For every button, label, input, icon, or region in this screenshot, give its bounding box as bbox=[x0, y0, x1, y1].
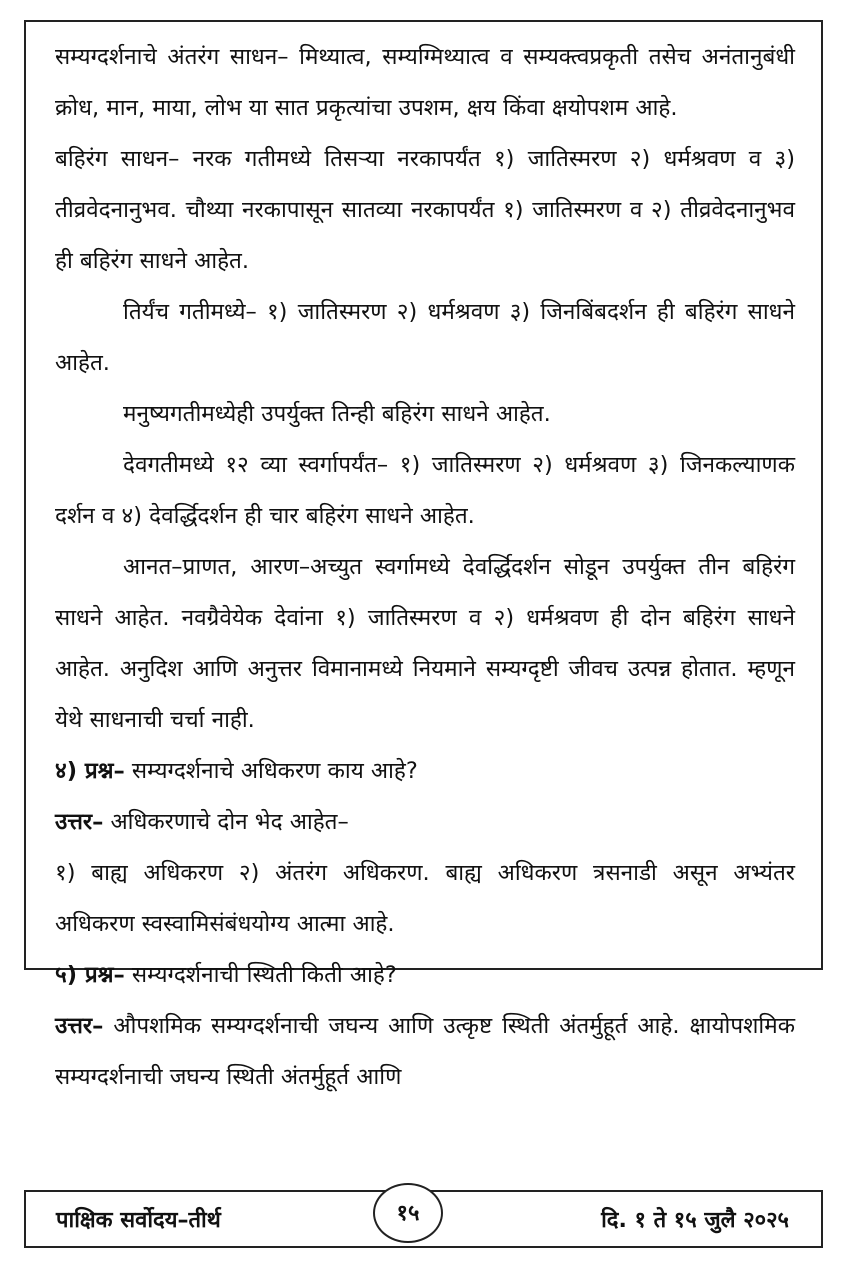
paragraph-celestial-realm: देवगतीमध्ये १२ व्या स्वर्गापर्यंत– १) जातिस्मरण २) धर्मश्रवण ३) जिनकल्याणक दर्शन व ४) देवर्द्धिदर्शन ही चार बहिरंग साधने आहेत. bbox=[55, 452, 795, 529]
page-body bbox=[55, 32, 795, 1103]
paragraph-external-means-hell: बहिरंग साधन– नरक गतीमध्ये तिसऱ्या नरकापर्यंत १) जातिस्मरण २) धर्मश्रवण व ३) तीव्रवेदनानुभव. चौथ्या नरकापासून सातव्या नरकापर्यंत १) जातिस्मरण व २) तीव्रवेदनानुभव ही बहिरंग साधने आहेत. bbox=[55, 146, 795, 274]
question-4 bbox=[55, 746, 795, 797]
paragraph-internal-means: सम्यग्दर्शनाचे अंतरंग साधन– मिथ्यात्व, सम्यग्मिथ्यात्व व सम्यक्त्वप्रकृती तसेच अनंतानुबंधी क्रोध, मान, माया, लोभ या सात प्रकृत्यांचा उपशम, क्षय किंवा क्षयोपशम आहे. bbox=[55, 44, 795, 121]
paragraph-human-realm: मनुष्यगतीमध्येही उपर्युक्त तिन्ही बहिरंग साधने आहेत. bbox=[123, 401, 551, 427]
answer-5 bbox=[55, 1001, 795, 1103]
question-4-label: ४) प्रश्न– bbox=[55, 758, 125, 784]
paragraph-upper-heavens: आनत–प्राणत, आरण–अच्युत स्वर्गामध्ये देवर्द्धिदर्शन सोडून उपर्युक्त तीन बहिरंग साधने आहेत. नवग्रैवेयेक देवांना १) जातिस्मरण व २) धर्मश्रवण ही दोन बहिरंग साधने आहेत. अनुदिश आणि अनुत्तर विमानामध्ये नियमाने सम्यग्दृष्टी जीवच उत्पन्न होतात. म्हणून येथे साधनाची चर्चा नाही. bbox=[55, 554, 795, 733]
publication-name: पाक्षिक सर्वोदय–तीर्थ bbox=[56, 1208, 221, 1233]
paragraph-animal-realm: तिर्यंच गतीमध्ये– १) जातिस्मरण २) धर्मश्रवण ३) जिनबिंबदर्शन ही बहिरंग साधने आहेत. bbox=[55, 299, 795, 376]
answer-4 bbox=[55, 797, 795, 848]
page-number: १५ bbox=[373, 1183, 443, 1243]
question-5 bbox=[55, 950, 795, 1001]
answer-4-label: उत्तर– bbox=[55, 809, 104, 835]
answer-5-text: औपशमिक सम्यग्दर्शनाची जघन्य आणि उत्कृष्ट स्थिती अंतर्मुहूर्त आहे. क्षायोपशमिक सम्यग्दर्शनाची जघन्य स्थिती अंतर्मुहूर्त आणि bbox=[55, 1013, 795, 1090]
answer-5-label: उत्तर– bbox=[55, 1013, 104, 1039]
answer-4-detail: १) बाह्य अधिकरण २) अंतरंग अधिकरण. बाह्य अधिकरण त्रसनाडी असून अभ्यंतर अधिकरण स्वस्वामिसंबंधयोग्य आत्मा आहे. bbox=[55, 860, 795, 937]
question-5-text: सम्यग्दर्शनाची स्थिती किती आहे? bbox=[124, 962, 397, 988]
issue-date: दि. १ ते १५ जुलै २०२५ bbox=[601, 1208, 789, 1233]
question-4-text: सम्यग्दर्शनाचे अधिकरण काय आहे? bbox=[124, 758, 418, 784]
answer-4-text: अधिकरणाचे दोन भेद आहेत– bbox=[103, 809, 349, 835]
question-5-label: ५) प्रश्न– bbox=[55, 962, 125, 988]
